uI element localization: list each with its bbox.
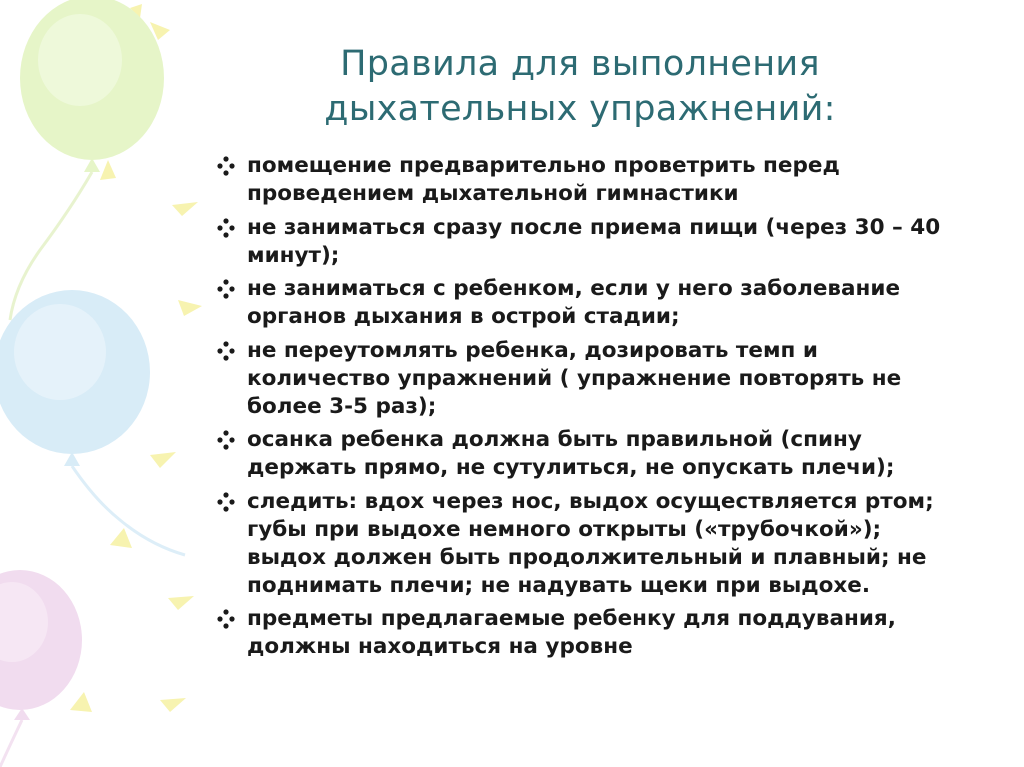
green-balloon — [10, 0, 164, 320]
slide-title — [200, 42, 960, 132]
diamond-dots-bullet-icon — [216, 609, 242, 629]
diamond-dots-bullet-icon — [216, 492, 242, 512]
rule-text: не заниматься сразу после приема пищи (через 30 – 40 минут); — [247, 214, 941, 268]
rule-text: не заниматься с ребенком, если у него заболевание органов дыхания в острой стадии; — [247, 276, 901, 329]
slide-title-line-1: Правила для выполнения — [340, 44, 820, 84]
diamond-dots-bullet-icon — [216, 341, 242, 361]
list-item — [216, 488, 946, 600]
slide-title-line-2: дыхательных упражнений: — [324, 89, 836, 129]
blue-balloon — [0, 290, 185, 555]
rule-text: предметы предлагаемые ребенку для поддувания, должны находиться на уровне — [247, 606, 896, 659]
diamond-dots-bullet-icon — [216, 430, 242, 450]
diamond-dots-bullet-icon — [216, 156, 242, 176]
rules-list — [216, 152, 946, 667]
rule-text: следить: вдох через нос, выдох осуществляется ртом; губы при выдохе немного открыты («трубочкой»); выдох должен быть продолжительный и плавный; не поднимать плечи; не надувать щеки при выдохе. — [247, 488, 934, 598]
list-item — [216, 275, 946, 331]
rule-text: осанка ребенка должна быть правильной (спину держать прямо, не сутулиться, не опускать плечи); — [247, 427, 895, 480]
pink-balloon — [0, 570, 82, 767]
list-item — [216, 605, 946, 661]
list-item — [216, 214, 946, 270]
list-item — [216, 152, 946, 208]
list-item — [216, 426, 946, 482]
diamond-dots-bullet-icon — [216, 218, 242, 238]
rule-text: не переутомлять ребенка, дозировать темп и количество упражнений ( упражнение повторять не более 3-5 раз); — [247, 337, 902, 419]
rule-text: помещение предварительно проветрить перед проведением дыхательной гимнастики — [247, 153, 840, 206]
list-item — [216, 337, 946, 421]
diamond-dots-bullet-icon — [216, 279, 242, 299]
